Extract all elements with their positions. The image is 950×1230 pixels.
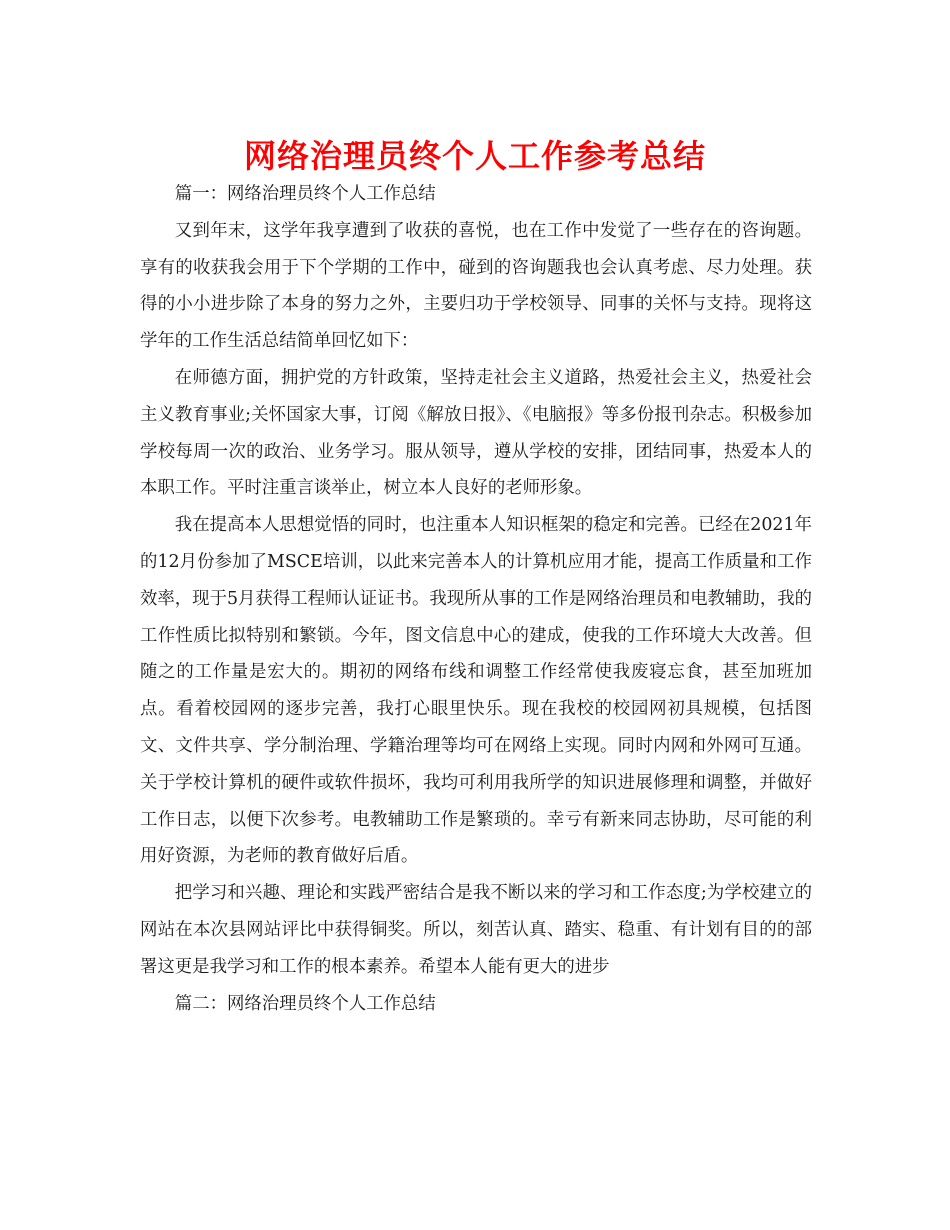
- section-heading-1: 篇一：网络治理员终个人工作总结: [174, 184, 436, 204]
- paragraph-1: 又到年末，这学年我享遭到了收获的喜悦，也在工作中发觉了一些存在的咨询题。享有的收获我会用于下个学期的工作中，碰到的咨询题我也会认真考虑、尽力处理。获得的小小进步除了本身的努力之外，主要归功于学校领导、同事的关怀与支持。现将这学年的工作生活总结简单回忆如下：: [140, 220, 812, 352]
- paragraph-2: 在师德方面，拥护党的方针政策，坚持走社会主义道路，热爱社会主义，热爱社会主义教育事业;关怀国家大事，订阅《解放日报》、《电脑报》等多份报刊杂志。积极参加学校每周一次的政治、业务学习。服从领导，遵从学校的安排，团结同事，热爱本人的本职工作。平时注重言谈举止，树立本人良好的老师形象。: [140, 367, 812, 499]
- paragraph-3: 我在提高本人思想觉悟的同时，也注重本人知识框架的稳定和完善。已经在2021年的12月份参加了MSCE培训，以此来完善本人的计算机应用才能，提高工作质量和工作效率，现于5月获得工程师认证证书。我现所从事的工作是网络治理员和电教辅助，我的工作性质比拟特别和繁锁。今年，图文信息中心的建成，使我的工作环境大大改善。但随之的工作量是宏大的。期初的网络布线和调整工作经常使我废寝忘食，甚至加班加点。看着校园网的逐步完善，我打心眼里快乐。现在我校的校园网初具规模，包括图文、文件共享、学分制治理、学籍治理等均可在网络上实现。同时内网和外网可互通。关于学校计算机的硬件或软件损坏，我均可利用我所学的知识进展修理和调整，并做好工作日志，以便下次参考。电教辅助工作是繁琐的。幸亏有新来同志协助，尽可能的利用好资源，为老师的教育做好后盾。: [140, 515, 812, 867]
- document-body: [140, 176, 812, 1022]
- document-title: 网络治理员终个人工作参考总结: [243, 137, 706, 175]
- section-heading-2: 篇二：网络治理员终个人工作总结: [174, 993, 436, 1014]
- paragraph-4: 把学习和兴趣、理论和实践严密结合是我不断以来的学习和工作态度;为学校建立的网站在本次县网站评比中获得铜奖。所以，刻苦认真、踏实、稳重、有计划有目的的部署这更是我学习和工作的根本素养。希望本人能有更大的进步: [140, 883, 812, 977]
